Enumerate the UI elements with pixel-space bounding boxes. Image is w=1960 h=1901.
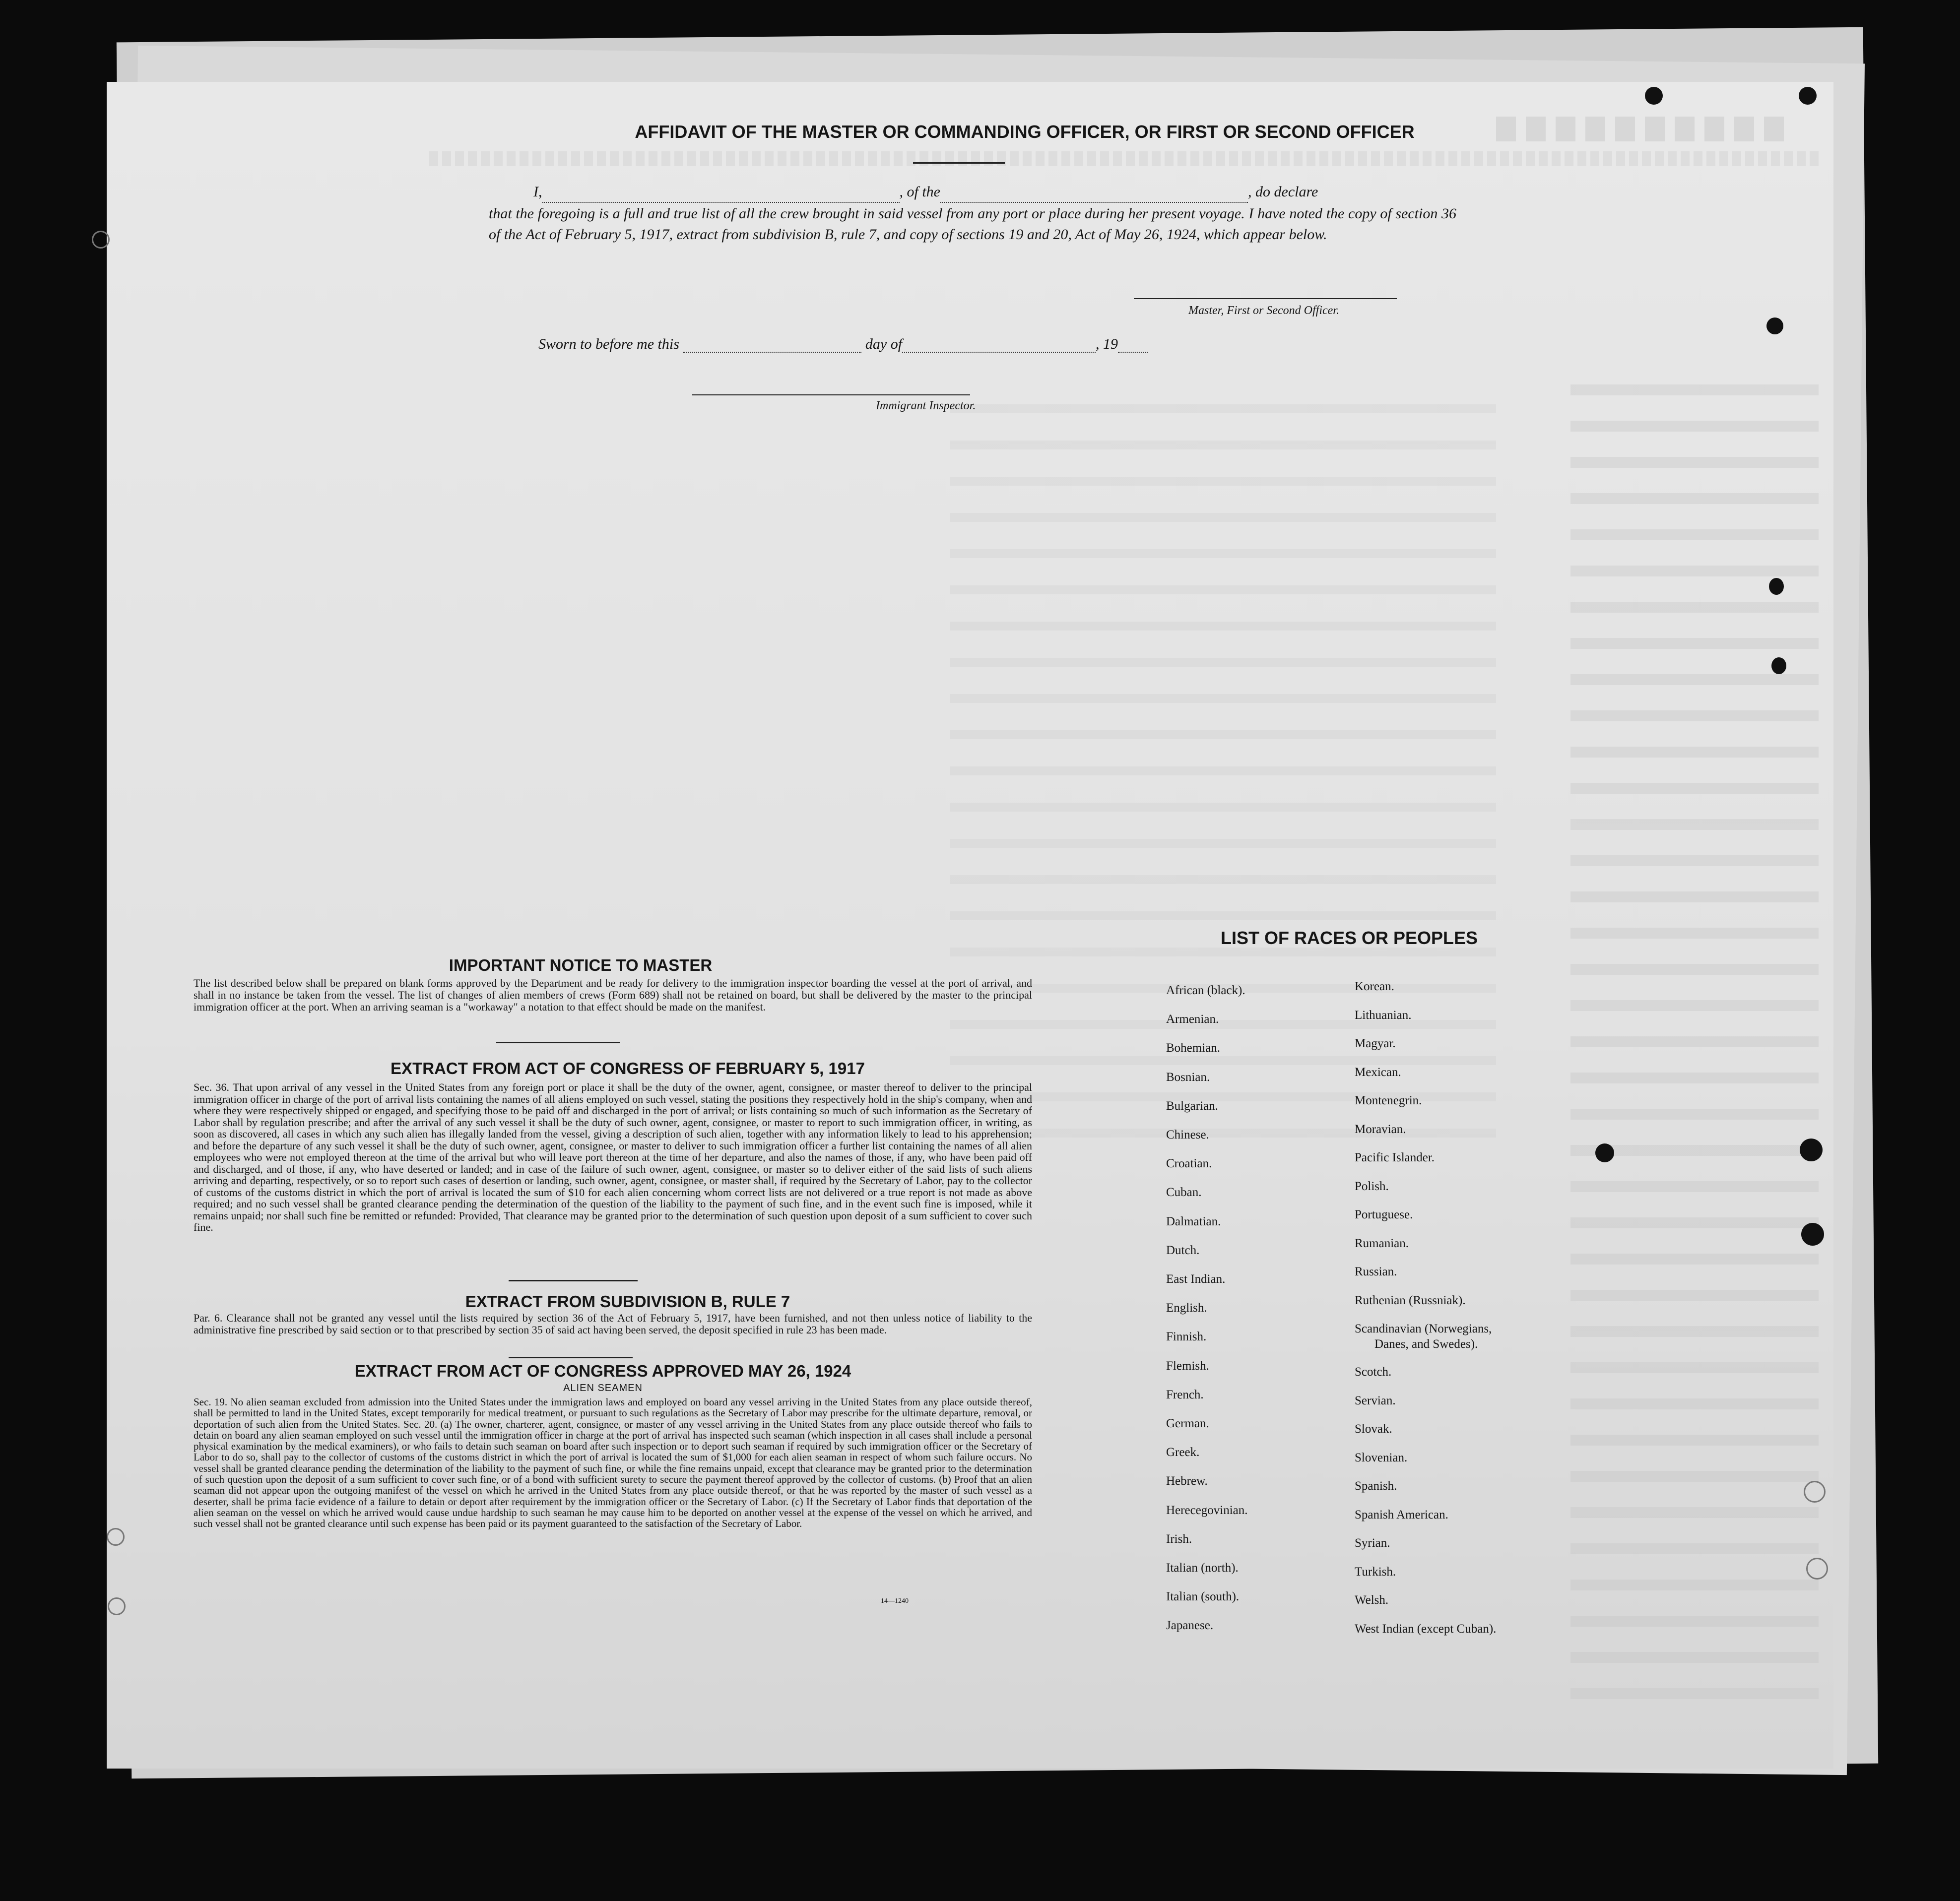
race-item: African (black). — [1166, 984, 1245, 997]
race-item: Croatian. — [1166, 1157, 1212, 1171]
race-item: Italian (south). — [1166, 1590, 1240, 1604]
punch-hole — [107, 1528, 125, 1546]
signature-line[interactable] — [1134, 298, 1397, 299]
punch-hole — [1804, 1481, 1826, 1503]
punch-hole — [1801, 1223, 1824, 1246]
master-label: Master, First or Second Officer. — [1188, 304, 1339, 317]
race-item: Armenian. — [1166, 1013, 1219, 1026]
punch-hole — [1800, 1139, 1823, 1161]
race-item: French. — [1166, 1388, 1204, 1401]
punch-hole — [1595, 1143, 1614, 1162]
race-item: Danes, and Swedes). — [1374, 1337, 1478, 1351]
race-item: Mexican. — [1355, 1065, 1401, 1079]
sworn-month-field[interactable] — [902, 337, 1096, 353]
extract-1917-title: EXTRACT FROM ACT OF CONGRESS OF FEBRUARY 5, 1917 — [391, 1059, 865, 1077]
race-item: Turkish. — [1355, 1565, 1396, 1579]
divider — [496, 1042, 620, 1043]
sworn-day-field[interactable] — [683, 337, 861, 353]
punch-hole — [1769, 578, 1784, 595]
inspector-label: Immigrant Inspector. — [876, 399, 976, 412]
punch-hole — [1771, 657, 1786, 674]
race-item: Herecegovinian. — [1166, 1503, 1248, 1517]
race-item: Slovenian. — [1355, 1451, 1408, 1464]
vessel-name-field[interactable] — [940, 187, 1248, 203]
race-item: English. — [1166, 1301, 1207, 1315]
punch-hole — [92, 231, 110, 249]
form-number: 14—1240 — [881, 1597, 909, 1605]
affidavit-body: that the foregoing is a full and true list of all the crew brought in said vessel from any port or place during her present voyage. I have noted the copy of section 36 of the Act of February 5, 1917, extract from subdivision B, rule 7, and copy of sections 19 and 20, Act of May 26, 1924, which appear below. — [489, 205, 1456, 243]
race-item: Greek. — [1166, 1446, 1200, 1459]
race-item: Slovak. — [1355, 1422, 1392, 1436]
inspector-signature-line[interactable] — [692, 394, 970, 395]
declaration-line — [533, 181, 1456, 203]
bleed-through — [1496, 117, 1794, 141]
race-item: Magyar. — [1355, 1037, 1396, 1050]
subdivision-text: Par. 6. Clearance shall not be granted any vessel until the lists required by section 36 of the Act of February 5, 1917, have been furnished, and not then unless notice of liability to the administrative fine prescribed by said section or to that prescribed by section 35 of said act having been served, the deposit specified in rule 23 has been made. — [194, 1312, 1032, 1336]
race-item: Dalmatian. — [1166, 1214, 1221, 1228]
punch-hole — [1799, 87, 1817, 105]
race-item: Montenegrin. — [1355, 1094, 1422, 1107]
races-title: LIST OF RACES OR PEOPLES — [1221, 928, 1478, 948]
race-item: Irish. — [1166, 1532, 1192, 1546]
alien-seamen-subtitle: ALIEN SEAMEN — [563, 1383, 643, 1394]
divider — [509, 1280, 638, 1281]
notice-title: IMPORTANT NOTICE TO MASTER — [449, 956, 713, 974]
of-the-label: , of the — [899, 184, 940, 200]
race-item: Scandinavian (Norwegians, — [1355, 1322, 1492, 1335]
declarant-name-field[interactable] — [542, 187, 900, 203]
bleed-through — [950, 404, 1496, 1148]
punch-hole — [1806, 1558, 1828, 1580]
race-item: Italian (north). — [1166, 1561, 1239, 1575]
punch-hole — [1766, 317, 1783, 334]
race-item: Portuguese. — [1355, 1208, 1413, 1221]
race-item: Moravian. — [1355, 1122, 1406, 1136]
declarant-prefix: I, — [533, 184, 542, 200]
race-item: Servian. — [1355, 1394, 1396, 1407]
race-item: Pacific Islander. — [1355, 1151, 1435, 1164]
race-item: Bulgarian. — [1166, 1099, 1218, 1113]
divider — [913, 162, 1005, 164]
race-item: Lithuanian. — [1355, 1008, 1412, 1022]
race-item: Hebrew. — [1166, 1474, 1208, 1488]
race-item: Flemish. — [1166, 1359, 1209, 1373]
extract-1924-text: Sec. 19. No alien seaman excluded from admission into the United States under the immigration laws and employed on board any vessel arriving in the United States from any place outside thereof, shall be permitted to land in the United States, except temporarily for medical treatment, or pursuant to such regulations as the Secretary of Labor may prescribe for the ultimate departure, removal, or deportation of such alien from the United States. Sec. 20. (a) The owner, charterer, agent, consignee, or master of any vessel arriving in the United States from any place outside thereof who fails to detain on board any alien seaman employed on such vessel until the immigration officer in charge at the port of arrival has inspected such seaman (which inspection in all cases shall include a personal physical examination by the medical examiners), or who fails to detain such seaman on board after such inspection or to deport such seaman if required by such immigration officer or the Secretary of Labor to do so, shall pay to the collector of customs of the customs district in which the port of arrival is located the sum of $1,000 for each alien seaman in respect of whom such failure occurs. No vessel shall be granted clearance pending the determination of the liability to the payment of such fine, or while the fine remains unpaid, except that clearance may be granted prior to the determination of such question upon the deposit of a sum sufficient to cover such fine, or of a bond with sufficient surety to secure the payment thereof approved by the collector of customs. (b) Proof that an alien seaman did not appear upon the outgoing manifest of the vessel on which he arrived in the United States from any place outside thereof, or that he was reported by the master of such vessel as a deserter, shall be prima facie evidence of a failure to detain or deport after requirement by the immigration officer or the Secretary of Labor. (c) If the Secretary of Labor finds that deportation of the alien seaman on the vessel on which he arrived would cause undue hardship to such seaman he may cause him to be deported on another vessel at the expense of the vessel on which he arrived, and such vessel shall not be granted clearance until such expense has been paid or its payment guaranteed to the satisfaction of the Secretary of Labor. — [194, 1396, 1032, 1530]
race-item: Syrian. — [1355, 1536, 1390, 1550]
race-item: Welsh. — [1355, 1593, 1389, 1607]
affidavit-title: AFFIDAVIT OF THE MASTER OR COMMANDING OFFICER, OR FIRST OR SECOND OFFICER — [635, 122, 1415, 142]
subdivision-title: EXTRACT FROM SUBDIVISION B, RULE 7 — [465, 1292, 790, 1311]
document-page — [107, 82, 1833, 1769]
day-of-label: day of — [865, 336, 903, 352]
race-item: Russian. — [1355, 1265, 1397, 1278]
notice-text: The list described below shall be prepared on blank forms approved by the Department and be ready for delivery to the immigration inspector boarding the vessel at the port of arrival, and shall in no instance be taken from the vessel. The list of changes of alien members of crews (Form 689) shall not be retained on board, but shall be delivered by the master to the principal immigration officer at the port. When an arriving seaman is a "workaway" a notation to that effect should be made on the manifest. — [194, 977, 1032, 1013]
race-item: Scotch. — [1355, 1365, 1392, 1379]
extract-1924-title: EXTRACT FROM ACT OF CONGRESS APPROVED MAY 26, 1924 — [354, 1362, 851, 1380]
race-item: Finnish. — [1166, 1330, 1207, 1344]
extract-1917-text: Sec. 36. That upon arrival of any vessel in the United States from any foreign port or place it shall be the duty of the owner, agent, consignee, or master thereof to deliver to the principal immigration officer in charge of the port of arrival lists containing the names of all aliens employed on such vessel, stating the positions they respectively hold in the ship's company, when and where they were respectively shipped or engaged, and specifying those to be paid off and discharged in the port of arrival; or lists containing so much of such information as the Secretary of Labor shall by regulation prescribe; and after the arrival of any such vessel it shall be the duty of such owner, agent, consignee, or master to report to such immigration officer, in writing, as soon as discovered, all cases in which any such alien has illegally landed from the vessel, giving a description of such alien, together with any information likely to lead to his apprehension; and before the departure of any such vessel it shall be the duty of such owner, agent, consignee, or master to deliver to such immigration officer a further list containing the names of all alien employees who were not employed thereon at the time of the arrival but who will leave port thereon at the time of her departure, and also the names of those, if any, who have been paid off and discharged, and of those, if any, who have deserted or landed; and in case of the failure of such owner, agent, consignee, or master so to deliver either of the said lists of such aliens arriving and departing, respectively, or so to report such cases of desertion or landing, such owner, agent, consignee, or master shall, if required by the Secretary of Labor, pay to the collector of customs of the customs district in which the port of arrival is located the sum of $10 for each alien concerning whom correct lists are not delivered or a true report is not made as above required; and no such vessel shall be granted clearance pending the determination of the question of the liability to the payment of such fine, and in the event such fine is imposed, while it remains unpaid; nor shall such fine be remitted or refunded: Provided, That clearance may be granted prior to the determination of such question upon deposit of a sum sufficient to cover such fine. — [194, 1081, 1032, 1233]
race-item: Spanish American. — [1355, 1508, 1448, 1521]
race-item: Spanish. — [1355, 1479, 1397, 1493]
race-item: German. — [1166, 1417, 1209, 1430]
race-item: Chinese. — [1166, 1128, 1209, 1141]
bleed-through — [429, 151, 1819, 166]
sworn-year-field[interactable] — [1118, 337, 1148, 353]
year-prefix: , 19 — [1096, 336, 1118, 352]
sworn-prefix: Sworn to before me this — [538, 336, 679, 352]
do-declare-label: , do declare — [1248, 184, 1318, 200]
punch-hole — [108, 1597, 126, 1615]
sworn-line — [538, 336, 1148, 353]
race-item: Polish. — [1355, 1179, 1389, 1193]
race-item: Cuban. — [1166, 1186, 1202, 1200]
divider — [509, 1357, 633, 1358]
race-item: Korean. — [1355, 980, 1394, 993]
race-item: Bosnian. — [1166, 1070, 1210, 1084]
punch-hole — [1645, 87, 1663, 105]
race-item: Ruthenian (Russniak). — [1355, 1293, 1466, 1307]
race-item: Bohemian. — [1166, 1041, 1221, 1055]
race-item: Dutch. — [1166, 1243, 1200, 1257]
race-item: West Indian (except Cuban). — [1355, 1622, 1497, 1636]
race-item: Rumanian. — [1355, 1236, 1409, 1250]
race-item: East Indian. — [1166, 1272, 1226, 1286]
race-item: Japanese. — [1166, 1619, 1214, 1633]
